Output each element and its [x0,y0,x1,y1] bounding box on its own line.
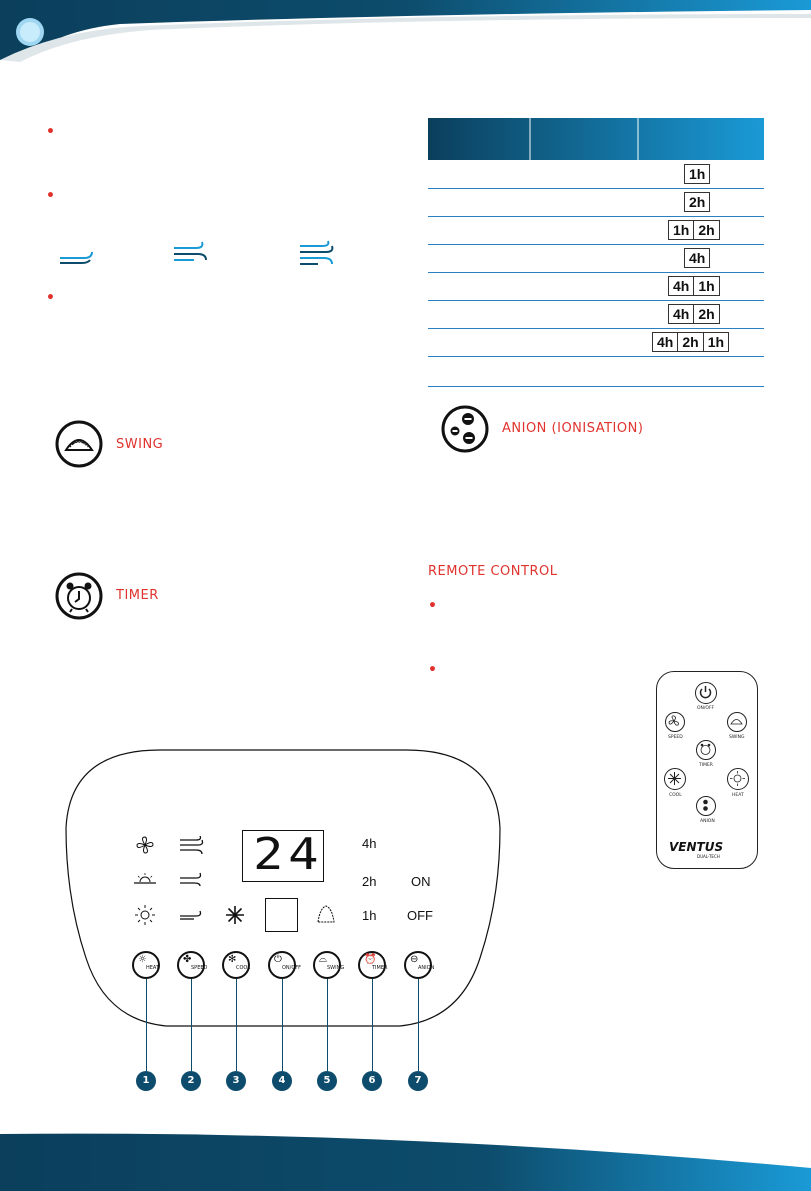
remote-brand-sub: DUAL-TECH [697,854,720,859]
remote-cool-button[interactable] [664,768,686,790]
bullet: • [428,598,437,614]
leader-line [146,979,147,1071]
remote-anion-button[interactable] [696,796,716,816]
header-banner [0,0,811,62]
snowflake-icon [224,904,246,926]
alarm-clock-icon: ⏰ [364,954,377,965]
callout-number: 3 [226,1071,246,1091]
temperature-display [242,830,324,882]
bullet: • [46,188,55,204]
leader-line [418,979,419,1071]
anion-title: ANION (IONISATION) [502,421,644,436]
anion-icon [440,404,490,454]
timer-box: 4h [668,304,694,324]
timer-table-row [428,272,764,301]
timer-table-row [428,216,764,245]
panel-button-label: HEAT [146,965,160,971]
timer-box: 2h [684,192,710,212]
panel-off-label: OFF [407,908,433,923]
leader-line [282,979,283,1071]
callout-number: 7 [408,1071,428,1091]
panel-timer-2h: 2h [362,874,377,889]
panel-timer-4h: 4h [362,836,377,851]
callout-number: 1 [136,1071,156,1091]
remote-swing-button[interactable] [727,712,747,732]
panel-power-button[interactable] [268,951,302,979]
remote-brand-logo: VENTUS [669,840,724,854]
swing-title: SWING [116,437,164,452]
remote-anion-label: ANION [700,819,715,824]
panel-button-label: COOL [236,965,251,971]
timer-table-row [428,188,764,217]
control-panel-outline [60,748,506,1030]
fan-icon: ✤ [183,954,192,965]
panel-button-label: TIMER [372,965,388,971]
footer-banner [0,1128,811,1191]
timer-box: 1h [684,164,710,184]
timer-box: 1h [694,276,719,296]
leader-line [372,979,373,1071]
timer-box: 1h [668,220,694,240]
timer-box: 4h [652,332,678,352]
timer-box: 2h [678,332,703,352]
remote-heat-label: HEAT [732,793,744,798]
fan-mode-icon [134,834,156,856]
timer-box: 2h [694,304,719,324]
timer-table-row [428,356,764,387]
panel-button-label: ANION [418,965,435,971]
callout-number: 6 [362,1071,382,1091]
remote-speed-button[interactable] [665,712,685,732]
panel-button-label: SWING [327,965,345,971]
timer-table-header [428,118,764,160]
swing-icon [55,420,103,468]
remote-timer-label: TIMER [699,763,713,768]
timer-box: 4h [684,248,710,268]
fan-speed-low-icon [58,246,98,268]
panel-button-label: ON/OFF [282,965,302,971]
timer-table-row [428,244,764,273]
fan-speed-medium-icon [172,240,212,268]
leader-line [327,979,328,1071]
remote-heat-button[interactable] [727,768,749,790]
anion-icon: ⊖ [410,954,419,965]
callout-number: 2 [181,1071,201,1091]
sun-icon: ☼ [138,954,147,965]
panel-timer-button[interactable] [358,951,386,979]
temperature-value: 24 [253,829,324,880]
bullet: • [46,124,55,140]
swing-indicator-icon [314,904,338,924]
remote-control [656,671,758,869]
leader-line [236,979,237,1071]
remote-onoff-button[interactable] [695,682,717,704]
blank-indicator [265,898,298,932]
timer-title: TIMER [116,588,159,603]
timer-box: 2h [694,220,719,240]
power-icon: ⏻ [274,954,282,965]
sun-icon [134,904,156,926]
timer-table-row [428,328,764,357]
remote-onoff-label: ON/OFF [697,706,715,711]
snowflake-icon: ✻ [228,954,237,965]
leader-line [191,979,192,1071]
timer-table-row [428,300,764,329]
fan-speed-high-icon [298,240,338,268]
header-badge-icon [14,16,46,48]
timer-box: 1h [704,332,729,352]
timer-box: 4h [668,276,694,296]
panel-timer-1h: 1h [362,908,377,923]
remote-cool-label: COOL [669,793,682,798]
bullet: • [428,662,437,678]
remote-swing-label: SWING [729,735,745,740]
callout-number: 5 [317,1071,337,1091]
timer-icon [55,572,103,620]
panel-swing-button[interactable] [313,951,345,979]
remote-speed-label: SPEED [668,735,683,740]
panel-cool-button[interactable] [222,951,250,979]
panel-speed-button[interactable] [177,951,208,979]
swing-icon: ⌓ [319,954,327,965]
panel-anion-button[interactable] [404,951,435,979]
remote-timer-button[interactable] [696,740,716,760]
wind-high-icon [178,836,206,856]
remote-control-title: REMOTE CONTROL [428,564,558,579]
timer-table-row [428,160,764,189]
wind-low-icon [178,908,206,922]
wind-medium-icon [178,872,206,888]
panel-heat-button[interactable] [132,951,160,979]
callout-number: 4 [272,1071,292,1091]
sunrise-icon [132,872,158,886]
panel-on-label: ON [411,874,431,889]
bullet: • [46,290,55,306]
panel-button-label: SPEED [191,965,208,971]
